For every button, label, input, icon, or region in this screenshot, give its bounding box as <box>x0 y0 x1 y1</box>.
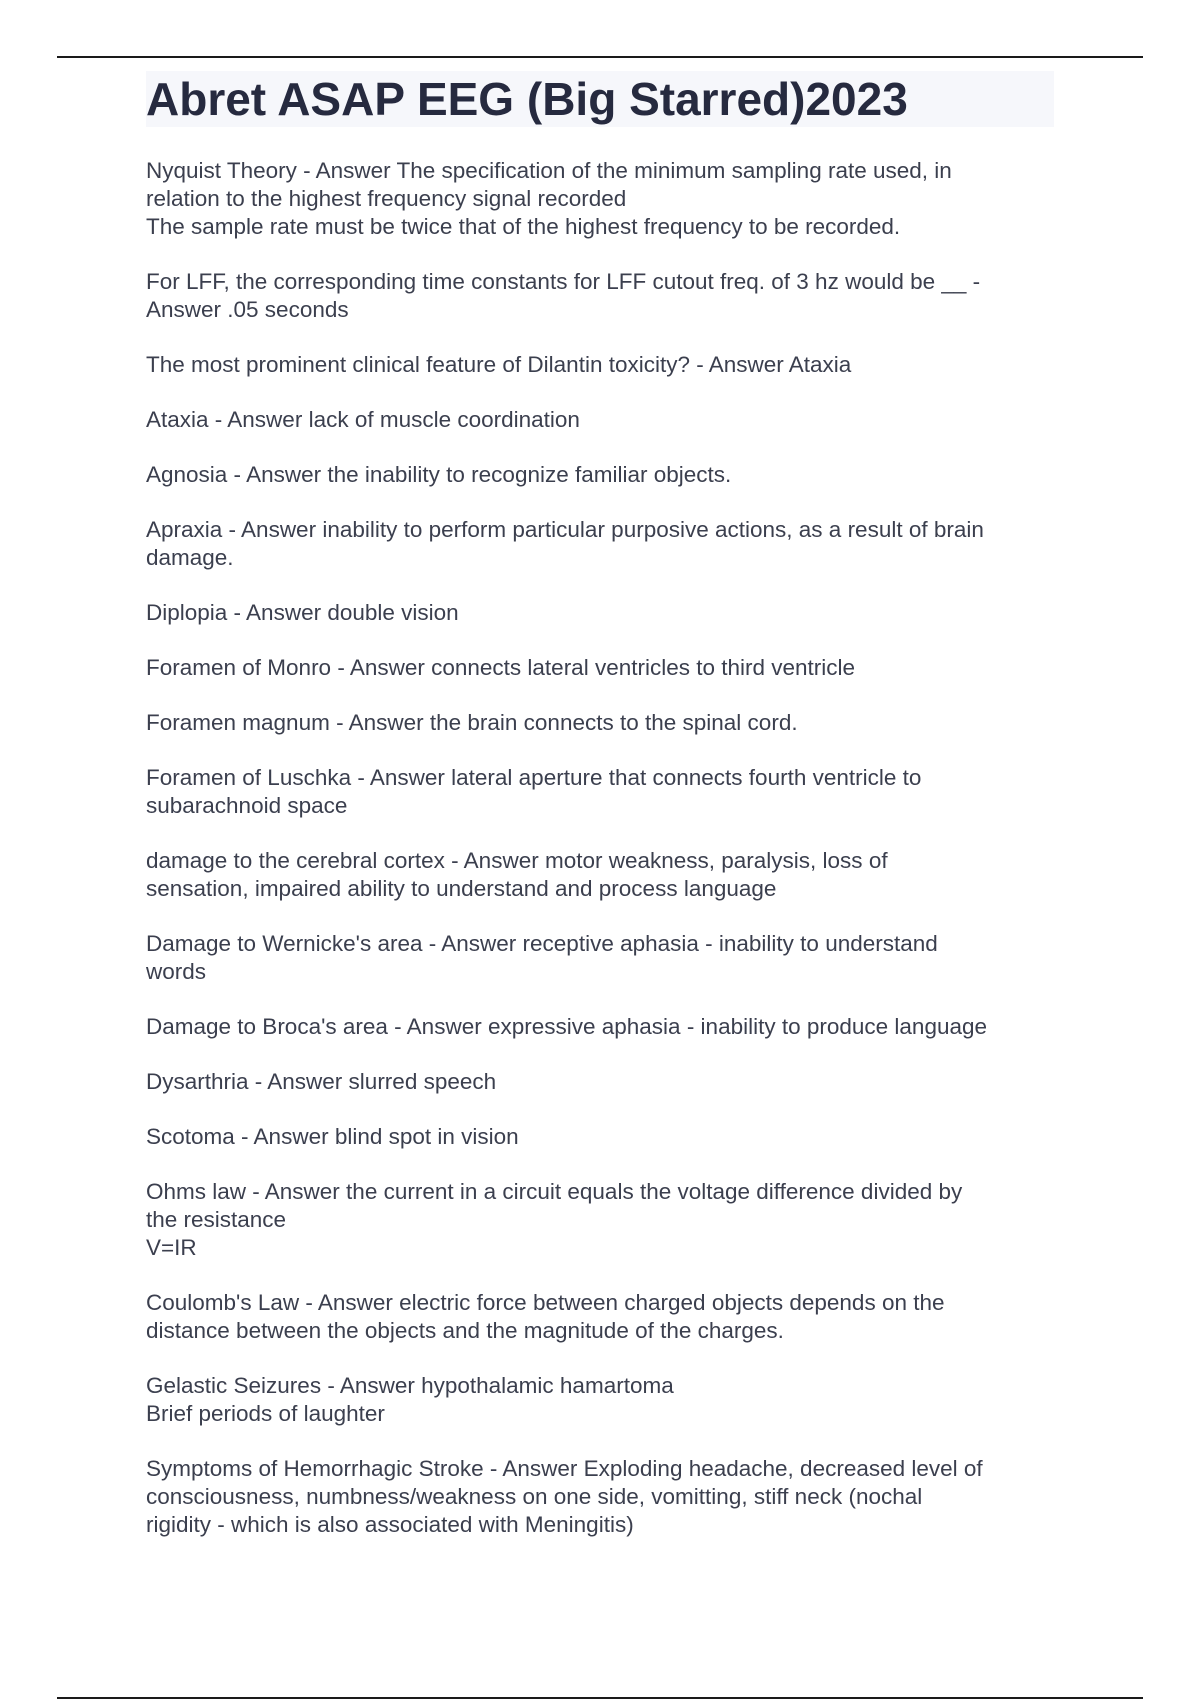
entry-line: Damage to Broca's area - Answer expressive aphasia - inability to produce language <box>146 1014 988 1039</box>
flashcard-entry <box>146 930 1054 986</box>
flashcard-entry <box>146 1372 1054 1428</box>
flashcard-entry <box>146 1455 1054 1539</box>
entry-line: Diplopia - Answer double vision <box>146 600 459 625</box>
entry-line: Answer .05 seconds <box>146 297 349 322</box>
flashcard-entry <box>146 516 1054 572</box>
entry-line: Symptoms of Hemorrhagic Stroke - Answer Exploding headache, decreased level of <box>146 1456 983 1481</box>
entry-line: Ataxia - Answer lack of muscle coordination <box>146 407 580 432</box>
flashcard-list <box>146 157 1054 1539</box>
entry-line: Dysarthria - Answer slurred speech <box>146 1069 497 1094</box>
entry-line: For LFF, the corresponding time constants for LFF cutout freq. of 3 hz would be __ - <box>146 269 981 294</box>
document-title: Abret ASAP EEG (Big Starred)2023 <box>146 71 1054 127</box>
top-rule <box>57 56 1143 58</box>
flashcard-entry <box>146 764 1054 820</box>
flashcard-entry <box>146 406 1054 434</box>
entry-line: damage. <box>146 545 234 570</box>
entry-line: The most prominent clinical feature of Dilantin toxicity? - Answer Ataxia <box>146 352 852 377</box>
entry-line: V=IR <box>146 1235 197 1260</box>
entry-line: distance between the objects and the magnitude of the charges. <box>146 1318 784 1343</box>
entry-line: consciousness, numbness/weakness on one side, vomitting, stiff neck (nochal <box>146 1484 923 1509</box>
entry-line: Agnosia - Answer the inability to recognize familiar objects. <box>146 462 732 487</box>
flashcard-entry <box>146 1013 1054 1041</box>
flashcard-entry <box>146 268 1054 324</box>
entry-line: Foramen magnum - Answer the brain connects to the spinal cord. <box>146 710 798 735</box>
flashcard-entry <box>146 1068 1054 1096</box>
flashcard-entry <box>146 1178 1054 1262</box>
entry-line: Nyquist Theory - Answer The specification of the minimum sampling rate used, in <box>146 158 952 183</box>
entry-line: damage to the cerebral cortex - Answer motor weakness, paralysis, loss of <box>146 848 888 873</box>
entry-line: words <box>146 959 207 984</box>
entry-line: subarachnoid space <box>146 793 348 818</box>
entry-line: rigidity - which is also associated with Meningitis) <box>146 1512 634 1537</box>
entry-line: Ohms law - Answer the current in a circuit equals the voltage difference divided by <box>146 1179 963 1204</box>
flashcard-entry <box>146 461 1054 489</box>
flashcard-entry <box>146 351 1054 379</box>
entry-line: Foramen of Monro - Answer connects lateral ventricles to third ventricle <box>146 655 856 680</box>
entry-line: the resistance <box>146 1207 287 1232</box>
flashcard-entry <box>146 1123 1054 1151</box>
entry-line: Apraxia - Answer inability to perform particular purposive actions, as a result of brain <box>146 517 984 542</box>
entry-line: sensation, impaired ability to understand and process language <box>146 876 777 901</box>
entry-line: The sample rate must be twice that of the highest frequency to be recorded. <box>146 214 901 239</box>
bottom-rule <box>57 1697 1143 1699</box>
entry-line: Brief periods of laughter <box>146 1401 385 1426</box>
entry-line: Scotoma - Answer blind spot in vision <box>146 1124 519 1149</box>
flashcard-entry <box>146 654 1054 682</box>
flashcard-entry <box>146 847 1054 903</box>
flashcard-entry <box>146 599 1054 627</box>
flashcard-entry <box>146 157 1054 241</box>
entry-line: Damage to Wernicke's area - Answer receptive aphasia - inability to understand <box>146 931 938 956</box>
entry-line: Coulomb's Law - Answer electric force between charged objects depends on the <box>146 1290 945 1315</box>
entry-line: relation to the highest frequency signal recorded <box>146 186 627 211</box>
document-body <box>146 71 1054 1566</box>
entry-line: Gelastic Seizures - Answer hypothalamic hamartoma <box>146 1373 674 1398</box>
flashcard-entry <box>146 1289 1054 1345</box>
flashcard-entry <box>146 709 1054 737</box>
entry-line: Foramen of Luschka - Answer lateral aperture that connects fourth ventricle to <box>146 765 922 790</box>
